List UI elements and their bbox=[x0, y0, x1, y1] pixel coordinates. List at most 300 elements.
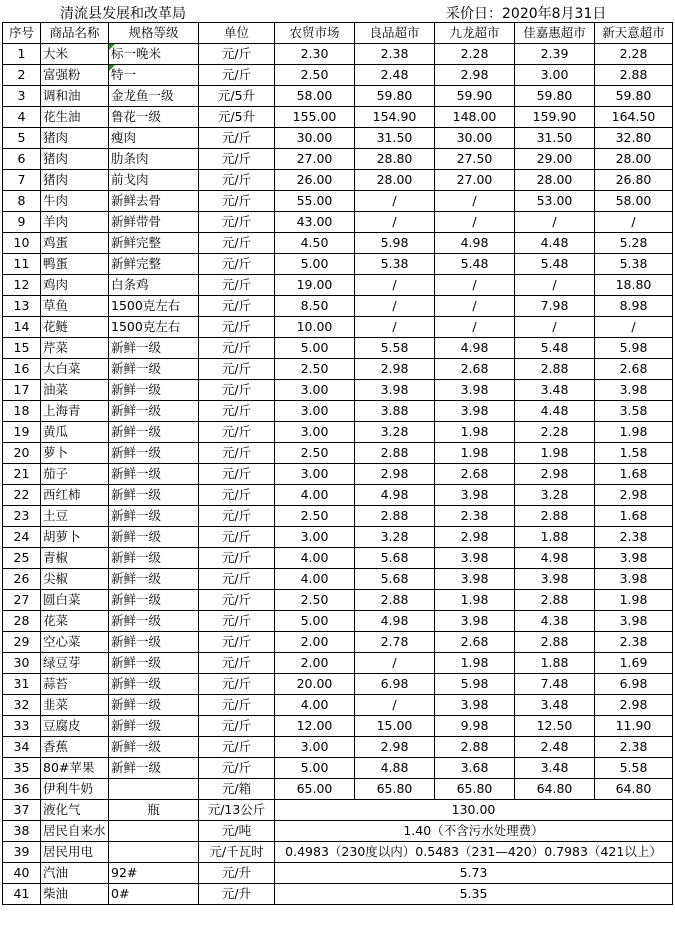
product-spec bbox=[109, 779, 199, 800]
price-cell: 2.38 bbox=[355, 44, 435, 65]
table-row bbox=[3, 464, 673, 485]
price-cell: 6.98 bbox=[595, 674, 673, 695]
column-header: 新天意超市 bbox=[595, 23, 673, 44]
organization-title: 清流县发展和改革局 bbox=[60, 6, 186, 22]
price-cell: 3.98 bbox=[435, 611, 515, 632]
unit: 元/斤 bbox=[199, 422, 275, 443]
product-spec: 新鲜一级 bbox=[109, 443, 199, 464]
row-number: 28 bbox=[3, 611, 41, 632]
row-number: 18 bbox=[3, 401, 41, 422]
product-spec: 新鲜一级 bbox=[109, 716, 199, 737]
price-cell: 3.98 bbox=[595, 548, 673, 569]
product-spec: 新鲜一级 bbox=[109, 401, 199, 422]
row-number: 29 bbox=[3, 632, 41, 653]
row-number: 20 bbox=[3, 443, 41, 464]
unit: 元/斤 bbox=[199, 401, 275, 422]
price-cell: 3.00 bbox=[275, 737, 355, 758]
price-cell: 3.00 bbox=[515, 65, 595, 86]
price-cell: 2.38 bbox=[595, 737, 673, 758]
price-cell: 1.58 bbox=[595, 443, 673, 464]
price-cell: 12.00 bbox=[275, 716, 355, 737]
unit: 元/斤 bbox=[199, 359, 275, 380]
unit: 元/斤 bbox=[199, 716, 275, 737]
price-cell: 5.28 bbox=[595, 233, 673, 254]
price-cell: 2.98 bbox=[595, 485, 673, 506]
row-number: 30 bbox=[3, 653, 41, 674]
table-row bbox=[3, 590, 673, 611]
row-number: 10 bbox=[3, 233, 41, 254]
product-spec: 新鲜一级 bbox=[109, 527, 199, 548]
price-cell: / bbox=[355, 653, 435, 674]
price-cell: 59.80 bbox=[355, 86, 435, 107]
product-name: 豆腐皮 bbox=[41, 716, 109, 737]
price-cell: 8.98 bbox=[595, 296, 673, 317]
price-cell: 1.68 bbox=[595, 464, 673, 485]
price-cell: 1.88 bbox=[515, 527, 595, 548]
product-name: 绿豆芽 bbox=[41, 653, 109, 674]
product-spec: 白条鸡 bbox=[109, 275, 199, 296]
table-row bbox=[3, 149, 673, 170]
price-cell: 3.48 bbox=[515, 380, 595, 401]
product-spec: 新鲜一级 bbox=[109, 611, 199, 632]
table-row bbox=[3, 65, 673, 86]
column-header: 商品名称 bbox=[41, 23, 109, 44]
product-spec: 新鲜一级 bbox=[109, 569, 199, 590]
price-cell: 3.68 bbox=[435, 758, 515, 779]
product-spec: 前戈肉 bbox=[109, 170, 199, 191]
price-cell: 4.48 bbox=[515, 401, 595, 422]
unit: 元/斤 bbox=[199, 527, 275, 548]
product-spec bbox=[109, 821, 199, 842]
table-row bbox=[3, 254, 673, 275]
product-name: 茄子 bbox=[41, 464, 109, 485]
price-cell: 2.50 bbox=[275, 506, 355, 527]
unit: 元/斤 bbox=[199, 65, 275, 86]
row-number: 38 bbox=[3, 821, 41, 842]
price-cell: 2.48 bbox=[355, 65, 435, 86]
price-cell: / bbox=[515, 212, 595, 233]
price-cell: 2.48 bbox=[515, 737, 595, 758]
price-table bbox=[2, 22, 673, 905]
product-spec: 新鲜一级 bbox=[109, 695, 199, 716]
product-name: 猪肉 bbox=[41, 149, 109, 170]
unit: 元/斤 bbox=[199, 191, 275, 212]
column-header: 单位 bbox=[199, 23, 275, 44]
price-cell: 4.00 bbox=[275, 548, 355, 569]
row-number: 40 bbox=[3, 863, 41, 884]
unit: 元/斤 bbox=[199, 317, 275, 338]
price-cell: 2.38 bbox=[595, 527, 673, 548]
row-number: 39 bbox=[3, 842, 41, 863]
price-cell: / bbox=[435, 296, 515, 317]
price-cell: 2.88 bbox=[515, 359, 595, 380]
price-cell: 2.50 bbox=[275, 359, 355, 380]
product-name: 胡萝卜 bbox=[41, 527, 109, 548]
product-name: 萝卜 bbox=[41, 443, 109, 464]
product-spec bbox=[109, 842, 199, 863]
row-number: 17 bbox=[3, 380, 41, 401]
row-number: 41 bbox=[3, 884, 41, 905]
row-number: 19 bbox=[3, 422, 41, 443]
merged-price-value: 5.35 bbox=[275, 884, 673, 905]
unit: 元/斤 bbox=[199, 569, 275, 590]
price-cell: 65.00 bbox=[275, 779, 355, 800]
product-name: 黄瓜 bbox=[41, 422, 109, 443]
price-cell: 3.98 bbox=[355, 380, 435, 401]
product-name: 柴油 bbox=[41, 884, 109, 905]
price-cell: 3.28 bbox=[355, 527, 435, 548]
price-cell: 4.48 bbox=[515, 233, 595, 254]
table-row bbox=[3, 485, 673, 506]
page-header bbox=[0, 0, 675, 22]
unit: 元/斤 bbox=[199, 380, 275, 401]
table-row bbox=[3, 296, 673, 317]
price-cell: 3.48 bbox=[515, 695, 595, 716]
product-spec: 新鲜一级 bbox=[109, 506, 199, 527]
price-cell: 59.80 bbox=[595, 86, 673, 107]
price-cell: / bbox=[515, 317, 595, 338]
table-row bbox=[3, 107, 673, 128]
price-cell: 2.78 bbox=[355, 632, 435, 653]
column-header: 九龙超市 bbox=[435, 23, 515, 44]
table-row bbox=[3, 380, 673, 401]
table-row bbox=[3, 401, 673, 422]
column-header: 农贸市场 bbox=[275, 23, 355, 44]
price-cell: 4.38 bbox=[515, 611, 595, 632]
price-cell: 2.88 bbox=[435, 737, 515, 758]
product-spec: 新鲜一级 bbox=[109, 653, 199, 674]
price-cell: 2.88 bbox=[355, 590, 435, 611]
product-name: 韭菜 bbox=[41, 695, 109, 716]
price-cell: 3.00 bbox=[275, 401, 355, 422]
price-cell: 3.00 bbox=[275, 422, 355, 443]
price-cell: 5.48 bbox=[515, 338, 595, 359]
price-cell: 3.98 bbox=[595, 380, 673, 401]
product-spec: 肋条肉 bbox=[109, 149, 199, 170]
survey-date: 采价日：2020年8月31日 bbox=[446, 6, 607, 22]
price-cell: 5.00 bbox=[275, 611, 355, 632]
price-cell: 2.98 bbox=[515, 464, 595, 485]
merged-price-value: 0.4983（230度以内）0.5483（231—420）0.7983（421以上） bbox=[275, 842, 673, 863]
price-cell: 159.90 bbox=[515, 107, 595, 128]
price-cell: 3.98 bbox=[515, 569, 595, 590]
table-row bbox=[3, 86, 673, 107]
price-cell: 2.28 bbox=[595, 44, 673, 65]
price-cell: 5.98 bbox=[435, 674, 515, 695]
price-cell: 6.98 bbox=[355, 674, 435, 695]
price-cell: / bbox=[435, 275, 515, 296]
product-name: 花鲢 bbox=[41, 317, 109, 338]
product-spec: 新鲜带骨 bbox=[109, 212, 199, 233]
unit: 元/斤 bbox=[199, 44, 275, 65]
price-cell: 5.38 bbox=[355, 254, 435, 275]
product-name: 草鱼 bbox=[41, 296, 109, 317]
price-cell: 2.00 bbox=[275, 653, 355, 674]
table-row bbox=[3, 716, 673, 737]
table-row bbox=[3, 506, 673, 527]
product-name: 牛肉 bbox=[41, 191, 109, 212]
price-cell: 64.80 bbox=[515, 779, 595, 800]
price-cell: 2.98 bbox=[595, 695, 673, 716]
price-cell: 2.88 bbox=[595, 65, 673, 86]
price-cell: / bbox=[355, 212, 435, 233]
product-name: 西红柿 bbox=[41, 485, 109, 506]
price-cell: 2.98 bbox=[355, 359, 435, 380]
table-row bbox=[3, 359, 673, 380]
table-row-merged bbox=[3, 800, 673, 821]
product-name: 油菜 bbox=[41, 380, 109, 401]
table-row bbox=[3, 128, 673, 149]
product-name: 羊肉 bbox=[41, 212, 109, 233]
table-row bbox=[3, 548, 673, 569]
product-spec: 金龙鱼一级 bbox=[109, 86, 199, 107]
price-cell: 58.00 bbox=[595, 191, 673, 212]
table-row bbox=[3, 737, 673, 758]
price-cell: 7.98 bbox=[515, 296, 595, 317]
price-cell: 65.80 bbox=[355, 779, 435, 800]
row-number: 21 bbox=[3, 464, 41, 485]
price-cell: 55.00 bbox=[275, 191, 355, 212]
product-spec: 新鲜一级 bbox=[109, 737, 199, 758]
table-row bbox=[3, 191, 673, 212]
price-cell: 155.00 bbox=[275, 107, 355, 128]
unit: 元/斤 bbox=[199, 170, 275, 191]
product-name: 猪肉 bbox=[41, 128, 109, 149]
price-cell: 4.00 bbox=[275, 485, 355, 506]
price-cell: 12.50 bbox=[515, 716, 595, 737]
price-cell: 2.50 bbox=[275, 65, 355, 86]
product-spec: 新鲜一级 bbox=[109, 632, 199, 653]
price-cell: 5.58 bbox=[595, 758, 673, 779]
row-number: 1 bbox=[3, 44, 41, 65]
unit: 元/斤 bbox=[199, 275, 275, 296]
unit: 元/斤 bbox=[199, 212, 275, 233]
price-cell: 28.00 bbox=[595, 149, 673, 170]
price-cell: 5.00 bbox=[275, 254, 355, 275]
price-cell: 2.88 bbox=[515, 632, 595, 653]
unit: 元/斤 bbox=[199, 695, 275, 716]
price-cell: 65.80 bbox=[435, 779, 515, 800]
product-spec: 新鲜一级 bbox=[109, 380, 199, 401]
unit: 元/斤 bbox=[199, 233, 275, 254]
price-cell: 2.30 bbox=[275, 44, 355, 65]
row-number: 8 bbox=[3, 191, 41, 212]
price-cell: 9.98 bbox=[435, 716, 515, 737]
table-row bbox=[3, 317, 673, 338]
unit: 元/斤 bbox=[199, 338, 275, 359]
price-cell: 4.00 bbox=[275, 695, 355, 716]
product-spec: 瓶 bbox=[109, 800, 199, 821]
product-name: 伊利牛奶 bbox=[41, 779, 109, 800]
price-cell: 5.68 bbox=[355, 548, 435, 569]
price-cell: 2.98 bbox=[355, 737, 435, 758]
price-cell: 5.48 bbox=[515, 254, 595, 275]
row-number: 14 bbox=[3, 317, 41, 338]
price-cell: 5.00 bbox=[275, 758, 355, 779]
product-name: 大米 bbox=[41, 44, 109, 65]
table-row bbox=[3, 569, 673, 590]
product-name: 上海青 bbox=[41, 401, 109, 422]
product-name: 花生油 bbox=[41, 107, 109, 128]
product-name: 芹菜 bbox=[41, 338, 109, 359]
price-cell: 4.88 bbox=[355, 758, 435, 779]
price-cell: 5.48 bbox=[435, 254, 515, 275]
row-number: 16 bbox=[3, 359, 41, 380]
price-cell: 28.80 bbox=[355, 149, 435, 170]
price-cell: 3.28 bbox=[355, 422, 435, 443]
price-cell: 8.50 bbox=[275, 296, 355, 317]
price-cell: / bbox=[355, 191, 435, 212]
product-name: 尖椒 bbox=[41, 569, 109, 590]
price-cell: 2.68 bbox=[595, 359, 673, 380]
product-name: 土豆 bbox=[41, 506, 109, 527]
product-spec: 1500克左右 bbox=[109, 317, 199, 338]
unit: 元/斤 bbox=[199, 674, 275, 695]
price-cell: / bbox=[435, 212, 515, 233]
price-cell: 2.68 bbox=[435, 632, 515, 653]
table-row bbox=[3, 632, 673, 653]
row-number: 34 bbox=[3, 737, 41, 758]
merged-price-value: 130.00 bbox=[275, 800, 673, 821]
unit: 元/吨 bbox=[199, 821, 275, 842]
row-number: 13 bbox=[3, 296, 41, 317]
price-cell: 3.98 bbox=[435, 695, 515, 716]
unit: 元/斤 bbox=[199, 296, 275, 317]
table-row bbox=[3, 443, 673, 464]
price-cell: 7.48 bbox=[515, 674, 595, 695]
unit: 元/斤 bbox=[199, 485, 275, 506]
product-spec: 1500克左右 bbox=[109, 296, 199, 317]
price-cell: 58.00 bbox=[275, 86, 355, 107]
table-row bbox=[3, 758, 673, 779]
product-spec: 新鲜一级 bbox=[109, 422, 199, 443]
unit: 元/斤 bbox=[199, 548, 275, 569]
price-cell: / bbox=[435, 317, 515, 338]
price-cell: / bbox=[515, 275, 595, 296]
row-number: 32 bbox=[3, 695, 41, 716]
row-number: 6 bbox=[3, 149, 41, 170]
price-cell: 26.00 bbox=[275, 170, 355, 191]
price-cell: 26.80 bbox=[595, 170, 673, 191]
product-spec: 新鲜完整 bbox=[109, 254, 199, 275]
product-name: 居民用电 bbox=[41, 842, 109, 863]
unit: 元/斤 bbox=[199, 149, 275, 170]
row-number: 33 bbox=[3, 716, 41, 737]
table-row bbox=[3, 779, 673, 800]
table-row-merged bbox=[3, 884, 673, 905]
product-spec: 新鲜一级 bbox=[109, 359, 199, 380]
price-cell: 1.98 bbox=[435, 653, 515, 674]
price-cell: 3.48 bbox=[515, 758, 595, 779]
price-cell: 3.98 bbox=[435, 401, 515, 422]
column-header: 良品超市 bbox=[355, 23, 435, 44]
price-cell: 27.00 bbox=[275, 149, 355, 170]
column-header: 佳嘉惠超市 bbox=[515, 23, 595, 44]
row-number: 35 bbox=[3, 758, 41, 779]
row-number: 25 bbox=[3, 548, 41, 569]
product-name: 富强粉 bbox=[41, 65, 109, 86]
table-row bbox=[3, 212, 673, 233]
row-number: 2 bbox=[3, 65, 41, 86]
row-number: 26 bbox=[3, 569, 41, 590]
table-row bbox=[3, 44, 673, 65]
unit: 元/5升 bbox=[199, 86, 275, 107]
price-cell: 1.98 bbox=[435, 590, 515, 611]
product-spec: 新鲜去骨 bbox=[109, 191, 199, 212]
unit: 元/13公斤 bbox=[199, 800, 275, 821]
product-name: 花菜 bbox=[41, 611, 109, 632]
row-number: 27 bbox=[3, 590, 41, 611]
price-cell: 2.98 bbox=[435, 65, 515, 86]
price-cell: 3.98 bbox=[595, 569, 673, 590]
price-cell: 4.98 bbox=[435, 338, 515, 359]
row-number: 15 bbox=[3, 338, 41, 359]
price-cell: 1.98 bbox=[515, 443, 595, 464]
product-spec: 鲁花一级 bbox=[109, 107, 199, 128]
row-number: 7 bbox=[3, 170, 41, 191]
product-spec: 新鲜一级 bbox=[109, 590, 199, 611]
product-name: 汽油 bbox=[41, 863, 109, 884]
price-cell: 2.00 bbox=[275, 632, 355, 653]
column-header: 规格等级 bbox=[109, 23, 199, 44]
price-cell: 4.98 bbox=[515, 548, 595, 569]
table-row-merged bbox=[3, 863, 673, 884]
price-cell: 3.98 bbox=[595, 611, 673, 632]
price-cell: 27.50 bbox=[435, 149, 515, 170]
price-cell: / bbox=[595, 317, 673, 338]
row-number: 23 bbox=[3, 506, 41, 527]
price-cell: 3.00 bbox=[275, 380, 355, 401]
price-cell: / bbox=[355, 317, 435, 338]
table-row-merged bbox=[3, 821, 673, 842]
product-spec: 瘦肉 bbox=[109, 128, 199, 149]
table-row bbox=[3, 275, 673, 296]
price-cell: 2.28 bbox=[435, 44, 515, 65]
price-cell: 3.98 bbox=[435, 548, 515, 569]
price-cell: 2.50 bbox=[275, 590, 355, 611]
unit: 元/斤 bbox=[199, 590, 275, 611]
price-cell: 2.38 bbox=[595, 632, 673, 653]
price-cell: 2.50 bbox=[275, 443, 355, 464]
price-cell: / bbox=[435, 191, 515, 212]
unit: 元/斤 bbox=[199, 758, 275, 779]
price-cell: 5.68 bbox=[355, 569, 435, 590]
price-cell: 2.68 bbox=[435, 359, 515, 380]
price-cell: 10.00 bbox=[275, 317, 355, 338]
price-cell: 2.88 bbox=[355, 506, 435, 527]
row-number: 31 bbox=[3, 674, 41, 695]
table-row bbox=[3, 674, 673, 695]
price-cell: 11.90 bbox=[595, 716, 673, 737]
price-cell: 19.00 bbox=[275, 275, 355, 296]
price-cell: 1.98 bbox=[595, 590, 673, 611]
product-spec: 新鲜一级 bbox=[109, 758, 199, 779]
unit: 元/斤 bbox=[199, 506, 275, 527]
price-cell: 2.88 bbox=[515, 506, 595, 527]
table-body bbox=[3, 44, 673, 905]
price-cell: 31.50 bbox=[355, 128, 435, 149]
price-cell: 3.88 bbox=[355, 401, 435, 422]
price-cell: 148.00 bbox=[435, 107, 515, 128]
price-cell: 1.88 bbox=[515, 653, 595, 674]
price-cell: 1.98 bbox=[435, 443, 515, 464]
unit: 元/斤 bbox=[199, 737, 275, 758]
product-name: 圆白菜 bbox=[41, 590, 109, 611]
table-row bbox=[3, 653, 673, 674]
row-number: 24 bbox=[3, 527, 41, 548]
product-spec: 新鲜完整 bbox=[109, 233, 199, 254]
unit: 元/斤 bbox=[199, 464, 275, 485]
